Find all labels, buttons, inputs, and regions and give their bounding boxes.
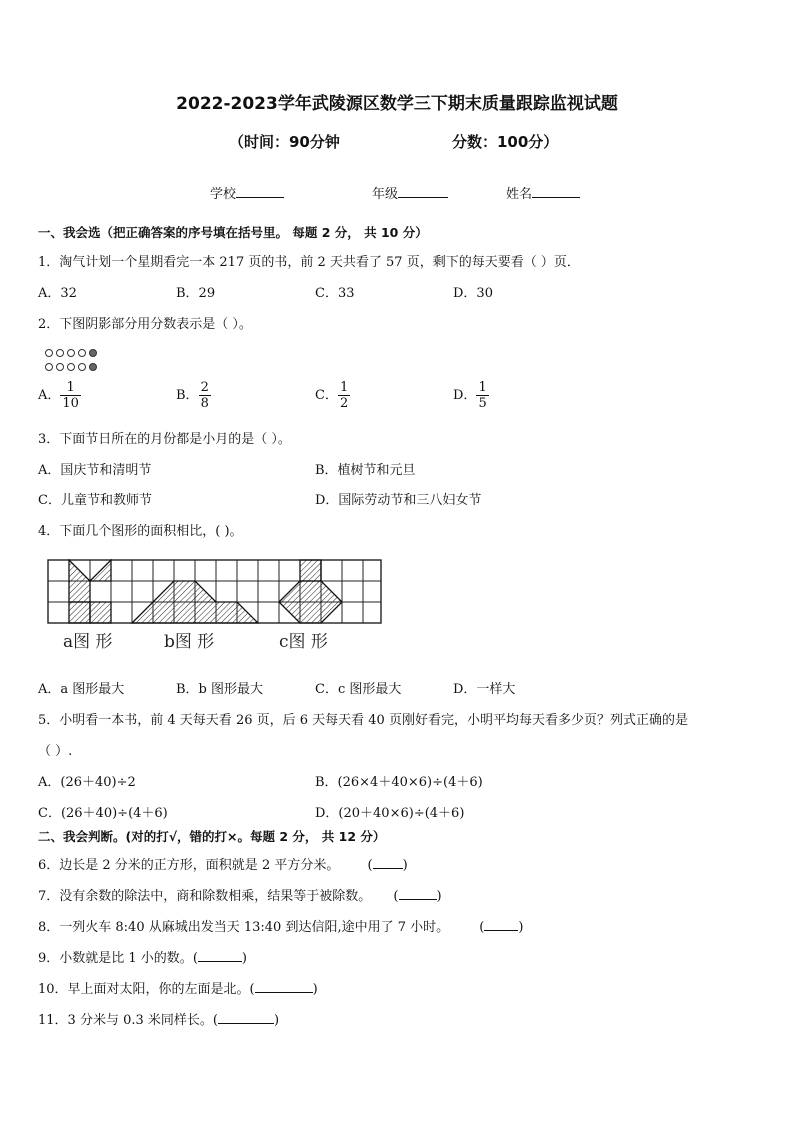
- q9-text: 9．小数就是比 1 小的数。: [38, 951, 193, 966]
- numerator: 1: [339, 380, 349, 395]
- shape-c: [279, 560, 342, 623]
- question-10: [38, 978, 318, 997]
- figure-label-c: c图 形: [279, 632, 328, 652]
- q5-option-c[interactable]: C．(26＋40)÷(4＋6): [38, 806, 168, 821]
- question-2: 2．下图阴影部分用分数表示是（ ）。: [38, 317, 252, 332]
- q11-answer-blank[interactable]: ( ): [212, 1013, 280, 1028]
- denominator: 10: [62, 396, 79, 411]
- question-1: 1．淘气计划一个星期看完一本 217 页的书，前 2 天共看了 57 页，剩下的每天要看（ ）页．: [38, 255, 580, 270]
- question-3: 3．下面节日所在的月份都是小月的是（ ）。: [38, 432, 291, 447]
- figure-label-b: b图 形: [164, 632, 215, 652]
- fraction: [60, 380, 81, 411]
- numerator: 1: [478, 380, 487, 395]
- circle-icon: [56, 349, 64, 357]
- figure-label-a: a图 形: [63, 632, 113, 652]
- question-4: 4．下面几个图形的面积相比，( )。: [38, 524, 243, 539]
- shaded-circle-icon: [89, 363, 97, 371]
- q10-answer-blank[interactable]: ( ): [249, 982, 318, 997]
- denominator: 2: [339, 396, 349, 411]
- question-6: [38, 854, 408, 873]
- shaded-circle-icon: [89, 349, 97, 357]
- q1-option-b[interactable]: B．29: [176, 286, 216, 301]
- q2-option-c[interactable]: [315, 380, 350, 411]
- q6-text: 6．边长是 2 分米的正方形，面积就是 2 平方分米。: [38, 858, 340, 873]
- q7-text: 7．没有余数的除法中，商和除数相乘，结果等于被除数。: [38, 889, 372, 904]
- q9-answer-blank[interactable]: ( ): [192, 951, 247, 966]
- question-11: [38, 1009, 279, 1028]
- circle-icon: [78, 349, 86, 357]
- dots-row-2: [45, 359, 100, 373]
- q4-grid-figure: [47, 559, 385, 655]
- q2-option-d[interactable]: [453, 380, 489, 411]
- denominator: 5: [478, 396, 487, 411]
- dots-row-1: [45, 345, 100, 359]
- school-field: [210, 183, 284, 202]
- q4-option-b[interactable]: B．b 图形最大: [176, 682, 264, 697]
- name-field: [506, 183, 580, 202]
- q8-text: 8．一列火车 8:40 从麻城出发当天 13:40 到达信阳,途中用了 7 小时。: [38, 920, 450, 935]
- q6-answer-blank[interactable]: ( ): [367, 858, 408, 873]
- q11-text: 11．3 分米与 0.3 米同样长。: [38, 1013, 213, 1028]
- question-7: [38, 885, 442, 904]
- q3-option-a[interactable]: A．国庆节和清明节: [38, 463, 152, 478]
- q1-option-d[interactable]: D．30: [453, 286, 493, 301]
- q5-option-d[interactable]: D．(20＋40×6)÷(4＋6): [315, 806, 465, 821]
- grade-field: [372, 183, 448, 202]
- q2-option-b[interactable]: [176, 380, 211, 411]
- numerator: 1: [66, 380, 75, 395]
- grade-label: 年级: [372, 187, 399, 202]
- denominator: 8: [200, 396, 209, 411]
- q4-option-a[interactable]: A．a 图形最大: [38, 682, 125, 697]
- q10-text: 10．早上面对太阳，你的左面是北。: [38, 982, 250, 997]
- exam-time: （时间：90分钟: [229, 133, 340, 151]
- question-5: 5．小明看一本书，前 4 天每天看 26 页，后 6 天每天看 40 页刚好看完，小明平均每天看多少页？列式正确的是: [38, 713, 688, 728]
- question-9: [38, 947, 247, 966]
- q2-dots-figure: [45, 345, 100, 373]
- question-8: [38, 916, 523, 935]
- question-5-blank: （ ）.: [38, 744, 73, 759]
- q4-option-c[interactable]: C．c 图形最大: [315, 682, 402, 697]
- circle-icon: [67, 363, 75, 371]
- circle-icon: [67, 349, 75, 357]
- option-letter: C．: [315, 388, 338, 403]
- section1-heading: 一、我会选（把正确答案的序号填在括号里。 每题 2 分， 共 10 分）: [38, 225, 428, 240]
- q3-option-b[interactable]: B．植树节和元旦: [315, 463, 416, 478]
- q5-option-b[interactable]: B．(26×4＋40×6)÷(4＋6): [315, 775, 483, 790]
- numerator: 2: [200, 380, 209, 395]
- grade-blank[interactable]: [398, 185, 448, 198]
- option-letter: B．: [176, 388, 199, 403]
- circle-icon: [45, 349, 53, 357]
- school-blank[interactable]: [236, 185, 284, 198]
- name-label: 姓名: [506, 187, 533, 202]
- circle-icon: [56, 363, 64, 371]
- q1-option-c[interactable]: C．33: [315, 286, 355, 301]
- fraction: [476, 380, 488, 411]
- exam-score: 分数：100分）: [452, 133, 559, 151]
- q4-option-d[interactable]: D．一样大: [453, 682, 516, 697]
- school-label: 学校: [210, 187, 237, 202]
- q1-option-a[interactable]: A．32: [38, 286, 77, 301]
- circle-icon: [78, 363, 86, 371]
- q8-answer-blank[interactable]: ( ): [479, 920, 524, 935]
- name-blank[interactable]: [532, 185, 580, 198]
- section2-heading: 二、我会判断。(对的打√，错的打×。每题 2 分， 共 12 分）: [38, 829, 386, 844]
- q2-option-a[interactable]: [38, 380, 81, 411]
- option-letter: A．: [38, 388, 61, 403]
- circle-icon: [45, 363, 53, 371]
- q3-option-c[interactable]: C．儿童节和教师节: [38, 493, 152, 508]
- q5-option-a[interactable]: A．(26＋40)÷2: [38, 775, 136, 790]
- fraction: [199, 380, 211, 411]
- q3-option-d[interactable]: D．国际劳动节和三八妇女节: [315, 493, 482, 508]
- fraction: [338, 380, 350, 411]
- q7-answer-blank[interactable]: ( ): [393, 889, 442, 904]
- page-title: 2022-2023学年武陵源区数学三下期末质量跟踪监视试题: [176, 94, 618, 114]
- option-letter: D．: [453, 388, 477, 403]
